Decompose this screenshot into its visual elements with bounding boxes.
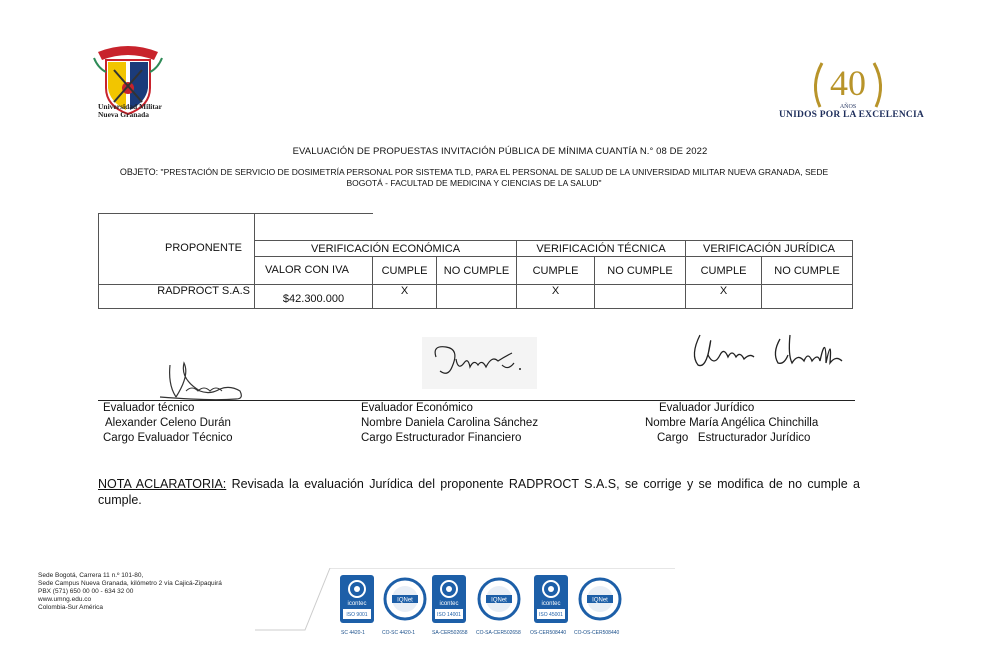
svg-text:icontec: icontec <box>541 601 561 607</box>
svg-text:ISO 14001: ISO 14001 <box>437 612 461 618</box>
cert-badge-iqnet-1 <box>383 575 427 628</box>
note-text: Revisada la evaluación Jurídica del proponente RADPROCT S.A.S, se corrige y se modifica de no cumple a cumple. <box>98 477 860 507</box>
university-name: Universidad Militar Nueva Granada <box>98 102 162 119</box>
cert-badge-iqnet-3 <box>578 575 622 628</box>
document-title: EVALUACIÓN DE PROPUESTAS INVITACIÓN PÚBLICA DE MÍNIMA CUANTÍA N.° 08 DE 2022 <box>292 146 708 157</box>
evaluator-juridico-name: Nombre María Angélica Chinchilla <box>645 417 819 429</box>
cert-code: SA-CER502658 <box>432 630 468 636</box>
svg-text:IQNet: IQNet <box>592 597 608 604</box>
cert-badge-icontec-9001 <box>340 575 374 628</box>
tec-cumple-cell: X <box>517 285 595 309</box>
tec-no-cumple-cell <box>595 285 686 309</box>
cert-badge-icontec-14001 <box>432 575 466 628</box>
proponente-header: PROPONENTE <box>99 214 255 285</box>
jur-cumple-header: CUMPLE <box>686 257 762 285</box>
jur-no-cumple-cell <box>762 285 853 309</box>
eco-no-cumple-cell <box>437 285 517 309</box>
object-text: "PRESTACIÓN DE SERVICIO DE DOSIMETRÍA PERSONAL POR SISTEMA TLD, PARA EL PERSONAL DE SALUD DE LA UNIVERSIDAD MILITAR NUEVA GRANADA, SEDE BOGOTÁ - FACULTAD DE MEDICINA Y CIENCIAS DE LA SALUD" <box>160 167 829 188</box>
evaluator-juridico-cargo: Cargo Estructurador Jurídico <box>657 432 811 444</box>
icontec-logo-icon <box>340 575 374 623</box>
evaluator-tecnico-name: Alexander Celeno Durán <box>105 417 231 429</box>
svg-text:ISO 45001: ISO 45001 <box>539 612 563 618</box>
iqnet-logo-icon <box>477 575 521 623</box>
evaluator-tecnico <box>103 401 233 446</box>
evaluator-tecnico-role: Evaluador técnico <box>103 402 195 414</box>
eco-cumple-header: CUMPLE <box>373 257 437 285</box>
tec-no-cumple-header: NO CUMPLE <box>595 257 686 285</box>
group-juridica: VERIFICACIÓN JURÍDICA <box>686 241 853 257</box>
evaluator-economico-cargo: Cargo Estructurador Financiero <box>361 432 522 444</box>
evaluator-economico <box>361 401 538 446</box>
jur-cumple-cell: X <box>686 285 762 309</box>
svg-text:IQNet: IQNet <box>491 597 507 604</box>
valor-header: VALOR CON IVA <box>255 257 373 285</box>
anniversary-40-logo-icon <box>808 55 888 115</box>
cert-code: OS-CER508440 <box>530 630 567 636</box>
table-row <box>99 285 853 309</box>
evaluator-economico-role: Evaluador Económico <box>361 402 473 414</box>
cert-code: CO-SA-CER502658 <box>476 630 521 636</box>
signature-economico-icon <box>422 337 537 389</box>
icontec-logo-icon <box>432 575 466 623</box>
cert-badge-iqnet-2 <box>477 575 521 628</box>
anniversary-number: 40 <box>830 63 866 103</box>
evaluator-tecnico-cargo: Cargo Evaluador Técnico <box>103 432 233 444</box>
signature-tecnico-icon <box>140 355 260 403</box>
eco-cumple-cell: X <box>373 285 437 309</box>
jur-no-cumple-header: NO CUMPLE <box>762 257 853 285</box>
signature-economico-box <box>422 337 537 389</box>
evaluator-juridico-role: Evaluador Jurídico <box>659 402 755 414</box>
note-label: NOTA ACLARATORIA: <box>98 477 227 491</box>
svg-text:IQNet: IQNet <box>397 597 413 604</box>
svg-text:ISO 9001: ISO 9001 <box>346 612 368 618</box>
icontec-logo-icon <box>534 575 568 623</box>
clarification-note <box>98 476 860 508</box>
evaluator-juridico <box>645 401 819 446</box>
object-label: OBJETO: <box>119 167 159 177</box>
valor-cell: $42.300.000 <box>255 285 373 309</box>
proponente-cell: RADPROCT S.A.S <box>99 285 255 309</box>
cert-code: CO-SC 4420-1 <box>382 630 416 636</box>
signature-juridico-icon <box>680 325 860 375</box>
cert-code: CO-OS-CER508440 <box>574 630 620 636</box>
group-tecnica: VERIFICACIÓN TÉCNICA <box>517 241 686 257</box>
anniversary-slogan: UNIDOS POR LA EXCELENCIA <box>779 110 924 120</box>
eco-no-cumple-header: NO CUMPLE <box>437 257 517 285</box>
iqnet-logo-icon <box>383 575 427 623</box>
cert-code: SC 4420-1 <box>341 630 365 636</box>
evaluator-economico-name: Nombre Daniela Carolina Sánchez <box>361 417 539 429</box>
svg-text:icontec: icontec <box>347 601 367 607</box>
evaluation-table <box>98 213 853 309</box>
svg-text:icontec: icontec <box>439 601 459 607</box>
anniversary-word: AÑOS <box>839 104 857 110</box>
iqnet-logo-icon <box>578 575 622 623</box>
tec-cumple-header: CUMPLE <box>517 257 595 285</box>
document-object <box>104 167 844 189</box>
footer-address: Sede Bogotá, Carrera 11 n.º 101-80, Sede Campus Nueva Granada, kilómetro 2 vía Cajicá-Zipaquirá PBX (571) 650 00 00 - 634 32 00 www.umng.edu.co Colombia-Sur América <box>38 572 222 611</box>
cert-badge-icontec-45001 <box>534 575 568 628</box>
group-economica: VERIFICACIÓN ECONÓMICA <box>255 241 517 257</box>
